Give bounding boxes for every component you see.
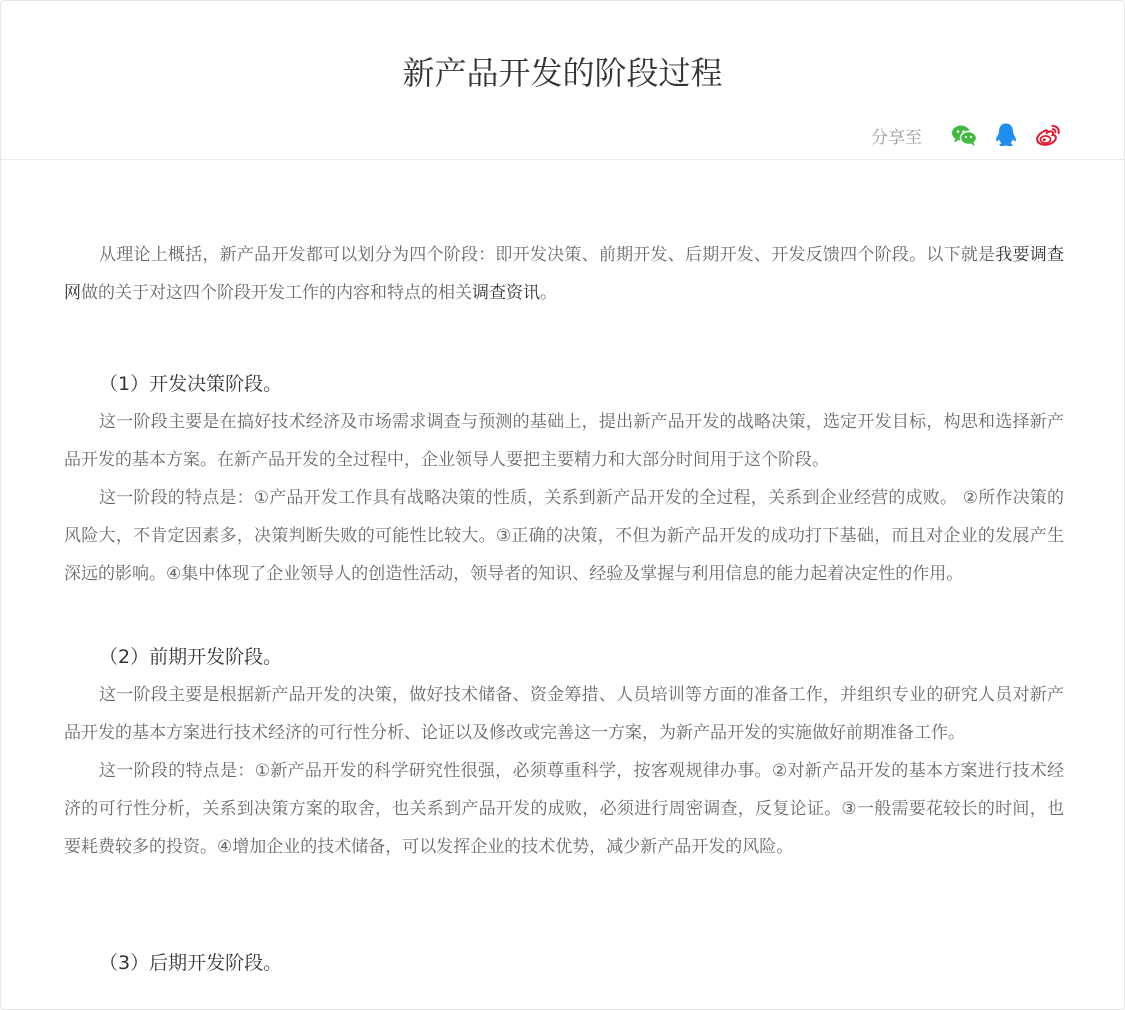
section-heading: （3）后期开发阶段。 (99, 952, 283, 974)
section-heading: （1）开发决策阶段。 (99, 373, 283, 395)
section-paragraph: 这一阶段主要是根据新产品开发的决策，做好技术储备、资金筹措、人员培训等方面的准备工作，并组织专业的研究人员对新产品开发的基本方案进行技术经济的可行性分析、论证以及修改或完善这一方案，为新产品开发的实施做好前期准备工作。 (64, 685, 1064, 743)
section-paragraph: 这一阶段的特点是：①新产品开发的科学研究性很强，必须尊重科学，按客观规律办事。②对新产品开发的基本方案进行技术经济的可行性分析，关系到决策方案的取舍，也关系到产品开发的成败，必须进行周密调查，反复论证。③一般需要花较长的时间，也要耗费较多的投资。④增加企业的技术储备，可以发挥企业的技术优势，减少新产品开发的风险。 (64, 761, 1064, 857)
intro-paragraph: 从理论上概括，新产品开发都可以划分为四个阶段：即开发决策、前期开发、后期开发、开发反馈四个阶段。以下就是我要调查网做的关于对这四个阶段开发工作的内容和特点的相关调查资讯。 (64, 245, 1065, 303)
section-paragraph: 这一阶段的特点是：①产品开发工作具有战略决策的性质，关系到新产品开发的全过程，关系到企业经营的成败。 ②所作决策的风险大，不肯定因素多，决策判断失败的可能性比较大。③正确的决策，不但为新产品开发的成功打下基础，而且对企业的发展产生深远的影响。④集中体现了企业领导人的创造性活动，领导者的知识、经验及掌握与利用信息的能力起着决定性的作用。 (64, 488, 1064, 584)
share-bar (871, 121, 1062, 149)
weibo-icon[interactable] (1034, 121, 1062, 149)
share-label: 分享至 (871, 127, 922, 148)
section-paragraph: 这一阶段主要是在搞好技术经济及市场需求调查与预测的基础上，提出新产品开发的战略决策，选定开发目标，构思和选择新产品开发的基本方案。在新产品开发的全过程中，企业领导人要把主要精力和大部分时间用于这个阶段。 (64, 412, 1064, 470)
spacer (64, 312, 1064, 365)
article-body (64, 236, 1064, 982)
spacer (64, 593, 1064, 638)
spacer (64, 866, 1064, 944)
article-header (1, 1, 1124, 160)
wechat-icon[interactable] (950, 121, 978, 149)
survey-site-link[interactable]: 我要调查网 (64, 245, 1065, 303)
survey-news-link[interactable]: 调查资讯 (472, 283, 540, 303)
section-heading: （2）前期开发阶段。 (99, 646, 283, 668)
page-title: 新产品开发的阶段过程 (402, 54, 723, 92)
qq-icon[interactable] (992, 121, 1020, 149)
